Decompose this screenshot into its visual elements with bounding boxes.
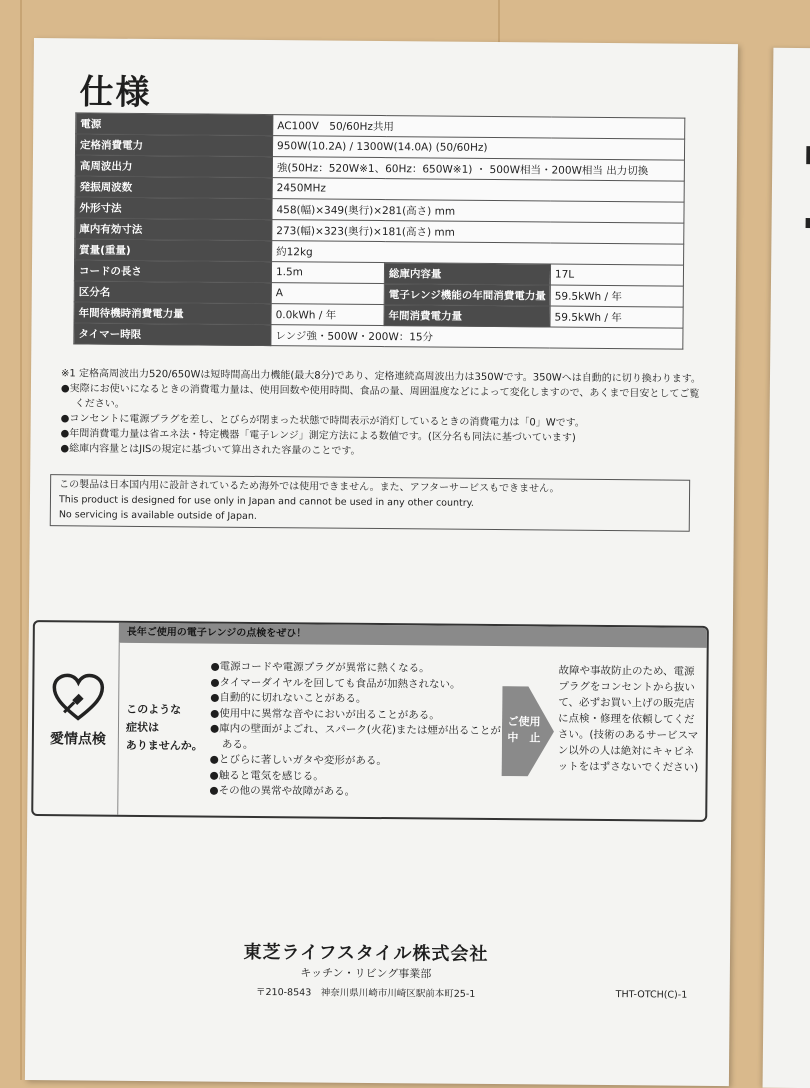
stop-use-label: ご使用 中 止 (507, 715, 541, 745)
spec-value: A (271, 283, 384, 305)
list-item: ●とびらに著しいガタや変形がある。 (209, 753, 387, 768)
spec-label: 年間消費電力量 (384, 305, 550, 327)
notice-english: This product is designed for use only in Japan and cannot be used in any other country. (58, 494, 475, 509)
adjacent-page (763, 48, 810, 1088)
division-name: キッチン・リビング事業部 (300, 966, 432, 981)
care-check-box (31, 620, 709, 822)
spec-table (73, 112, 685, 349)
wood-grain (20, 0, 22, 1080)
spec-label: 高周波出力 (75, 155, 272, 178)
spec-label: 電子レンジ機能の年間消費電力量 (384, 284, 550, 306)
spec-value: 950W(10.2A) / 1300W(14.0A) (50/60Hz) (272, 136, 684, 161)
list-item: ●自動的に切れないことがある。 (210, 691, 367, 705)
list-item: ●電源コードや電源プラグが異常に熱くなる。 (210, 660, 430, 675)
spec-label: 区分名 (74, 281, 271, 304)
spec-value: 約12kg (272, 241, 684, 266)
spec-label: コードの長さ (74, 260, 271, 283)
list-item: ●使用中に異常な音やにおいが出ることがある。 (210, 707, 440, 722)
spec-label: 電源 (76, 113, 273, 136)
list-item: ●庫内の壁面がよごれ、スパーク(火花)または煙が出ることがある。 (209, 722, 502, 751)
spec-label: 外形寸法 (75, 197, 272, 220)
spec-label: 質量(重量) (75, 239, 272, 262)
care-question: このような 症状は ありませんか。 (125, 702, 203, 753)
note-item: ●実際にお使いになるときの消費電力量は、使用回数や使用時間、食品の量、周囲温度などによって変化しますので、あくまで目安としてご覧ください。 (60, 383, 700, 410)
care-header: 長年ご使用の電子レンジの点検をぜひ！ (119, 623, 707, 648)
spec-label: 年間待機時消費電力量 (74, 302, 271, 325)
spec-label: タイマー時限 (74, 323, 271, 346)
care-advice: 故障や事故防止のため、電源プラグをコンセントから抜いて、必ずお買い上げの販売店に点検・修理を依頼してください。(技術のあるサービスマン以外の人は絶対にキャビネットをはずさないでください) (557, 664, 699, 774)
spec-label: 発振周波数 (75, 176, 272, 199)
spec-label: 定格消費電力 (75, 134, 272, 157)
spec-value: 強(50Hz：520W※1、60Hz：650W※1) ・ 500W相当・200W相当 出力切換 (272, 157, 684, 182)
document-code: THT-OTCH(C)-1 (615, 989, 688, 1001)
symptom-list (209, 660, 502, 802)
spec-value: 0.0kWh / 年 (271, 304, 384, 326)
note-item: ●コンセントに電源プラグを差し、とびらが閉まった状態で時間表示が消灯しているときの消費電力は「0」Wです。 (60, 413, 585, 429)
list-item: ●触ると電気を感じる。 (209, 769, 324, 783)
table-row (74, 323, 683, 349)
note-item: ●年間消費電力量は省エネ法・特定機器「電子レンジ」測定方法による数値です。(区分名も同法に基づいています) (60, 428, 576, 444)
spec-value: レンジ強・500W・200W：15分 (271, 325, 683, 350)
company-name: 東芝ライフスタイル株式会社 (243, 941, 489, 966)
overseas-notice (50, 474, 690, 532)
note-item: ※1 定格高周波出力520/650Wは短時間高出力機能(最大8分)であり、定格連続高周波出力は350Wです。350Wへは自動的に切り換わります。 (61, 368, 701, 385)
spec-value: 2450MHz (272, 178, 684, 203)
spec-value: 17L (550, 264, 683, 286)
notice-japanese: この製品は日本国内用に設計されているため海外では使用できません。また、アフターサービスもできません。 (59, 479, 560, 495)
list-item: ●タイマーダイヤルを回しても食品が加熱されない。 (210, 676, 461, 691)
spec-notes (60, 366, 701, 462)
spec-label: 総庫内容量 (384, 263, 550, 285)
care-badge (40, 672, 117, 749)
note-item: ●総庫内容量とはJISの規定に基づいて算出された容量のことです。 (60, 443, 361, 457)
notice-english: No servicing is available outside of Japan. (58, 509, 257, 522)
divider (117, 643, 120, 815)
list-item: ●その他の異常や故障がある。 (209, 784, 356, 798)
spec-value: 59.5kWh / 年 (550, 285, 683, 307)
care-label: 愛情点検 (49, 731, 106, 748)
spec-value: 458(幅)×349(奥行)×281(高さ) mm (272, 199, 684, 224)
spec-value: 59.5kWh / 年 (550, 306, 683, 328)
page-title: 仕様 (79, 72, 152, 114)
spec-label: 庫内有効寸法 (75, 218, 272, 241)
spec-value: 273(幅)×323(奥行)×181(高さ) mm (272, 220, 684, 245)
spec-value: 1.5m (271, 262, 384, 284)
company-address: 〒210-8543 神奈川県川崎市川崎区駅前本町25-1 (255, 986, 476, 1000)
spec-value: AC100V 50/60Hz共用 (273, 115, 685, 140)
spec-sheet-page (25, 38, 738, 1086)
heart-plug-icon (50, 672, 106, 722)
